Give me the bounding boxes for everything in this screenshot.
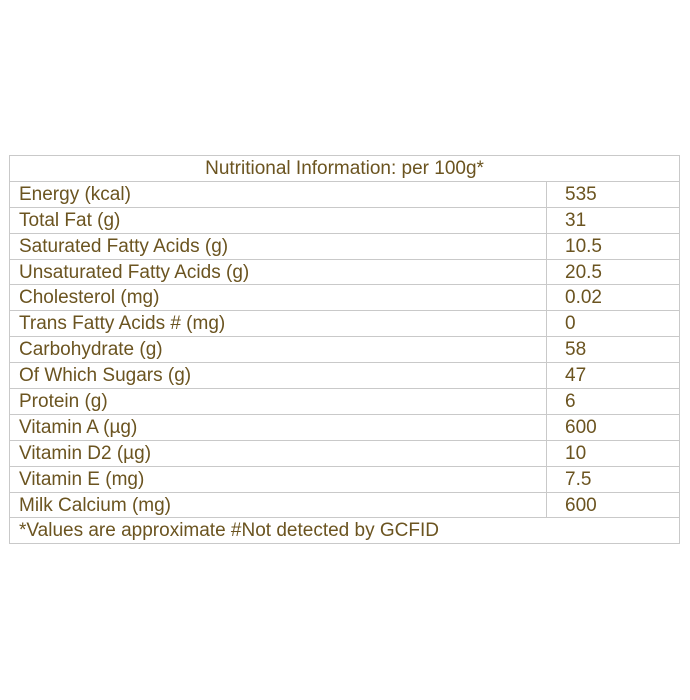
nutrient-value: 31 xyxy=(547,207,680,233)
nutrient-name: Trans Fatty Acids # (mg) xyxy=(10,311,547,337)
table-row xyxy=(10,492,680,518)
nutrient-name: Energy (kcal) xyxy=(10,181,547,207)
nutrient-name: Cholesterol (mg) xyxy=(10,285,547,311)
nutrient-value: 6 xyxy=(547,389,680,415)
table-row xyxy=(10,466,680,492)
nutrient-value: 20.5 xyxy=(547,259,680,285)
nutrient-value: 0.02 xyxy=(547,285,680,311)
nutrient-value: 58 xyxy=(547,337,680,363)
table-title: Nutritional Information: per 100g* xyxy=(10,156,680,182)
table-footnote: *Values are approximate #Not detected by GCFID xyxy=(10,518,680,544)
table-title-row xyxy=(10,156,680,182)
nutrient-name: Carbohydrate (g) xyxy=(10,337,547,363)
nutrient-name: Vitamin D2 (µg) xyxy=(10,440,547,466)
table-row xyxy=(10,259,680,285)
nutrient-name: Total Fat (g) xyxy=(10,207,547,233)
nutrient-value: 600 xyxy=(547,414,680,440)
nutrient-name: Milk Calcium (mg) xyxy=(10,492,547,518)
table-row xyxy=(10,311,680,337)
nutrient-value: 47 xyxy=(547,363,680,389)
table-row xyxy=(10,285,680,311)
nutrient-value: 535 xyxy=(547,181,680,207)
table-row xyxy=(10,233,680,259)
nutrient-name: Protein (g) xyxy=(10,389,547,415)
nutrient-name: Saturated Fatty Acids (g) xyxy=(10,233,547,259)
nutrition-table-body xyxy=(10,156,680,544)
nutrient-name: Unsaturated Fatty Acids (g) xyxy=(10,259,547,285)
table-row xyxy=(10,363,680,389)
table-row xyxy=(10,389,680,415)
nutrient-name: Vitamin A (µg) xyxy=(10,414,547,440)
table-row xyxy=(10,337,680,363)
nutrition-table xyxy=(9,155,680,544)
nutrient-name: Vitamin E (mg) xyxy=(10,466,547,492)
nutrient-name: Of Which Sugars (g) xyxy=(10,363,547,389)
table-row xyxy=(10,207,680,233)
nutrient-value: 10.5 xyxy=(547,233,680,259)
nutrient-value: 0 xyxy=(547,311,680,337)
table-row xyxy=(10,181,680,207)
nutrient-value: 600 xyxy=(547,492,680,518)
table-footnote-row xyxy=(10,518,680,544)
table-row xyxy=(10,414,680,440)
nutrient-value: 10 xyxy=(547,440,680,466)
table-row xyxy=(10,440,680,466)
nutrient-value: 7.5 xyxy=(547,466,680,492)
